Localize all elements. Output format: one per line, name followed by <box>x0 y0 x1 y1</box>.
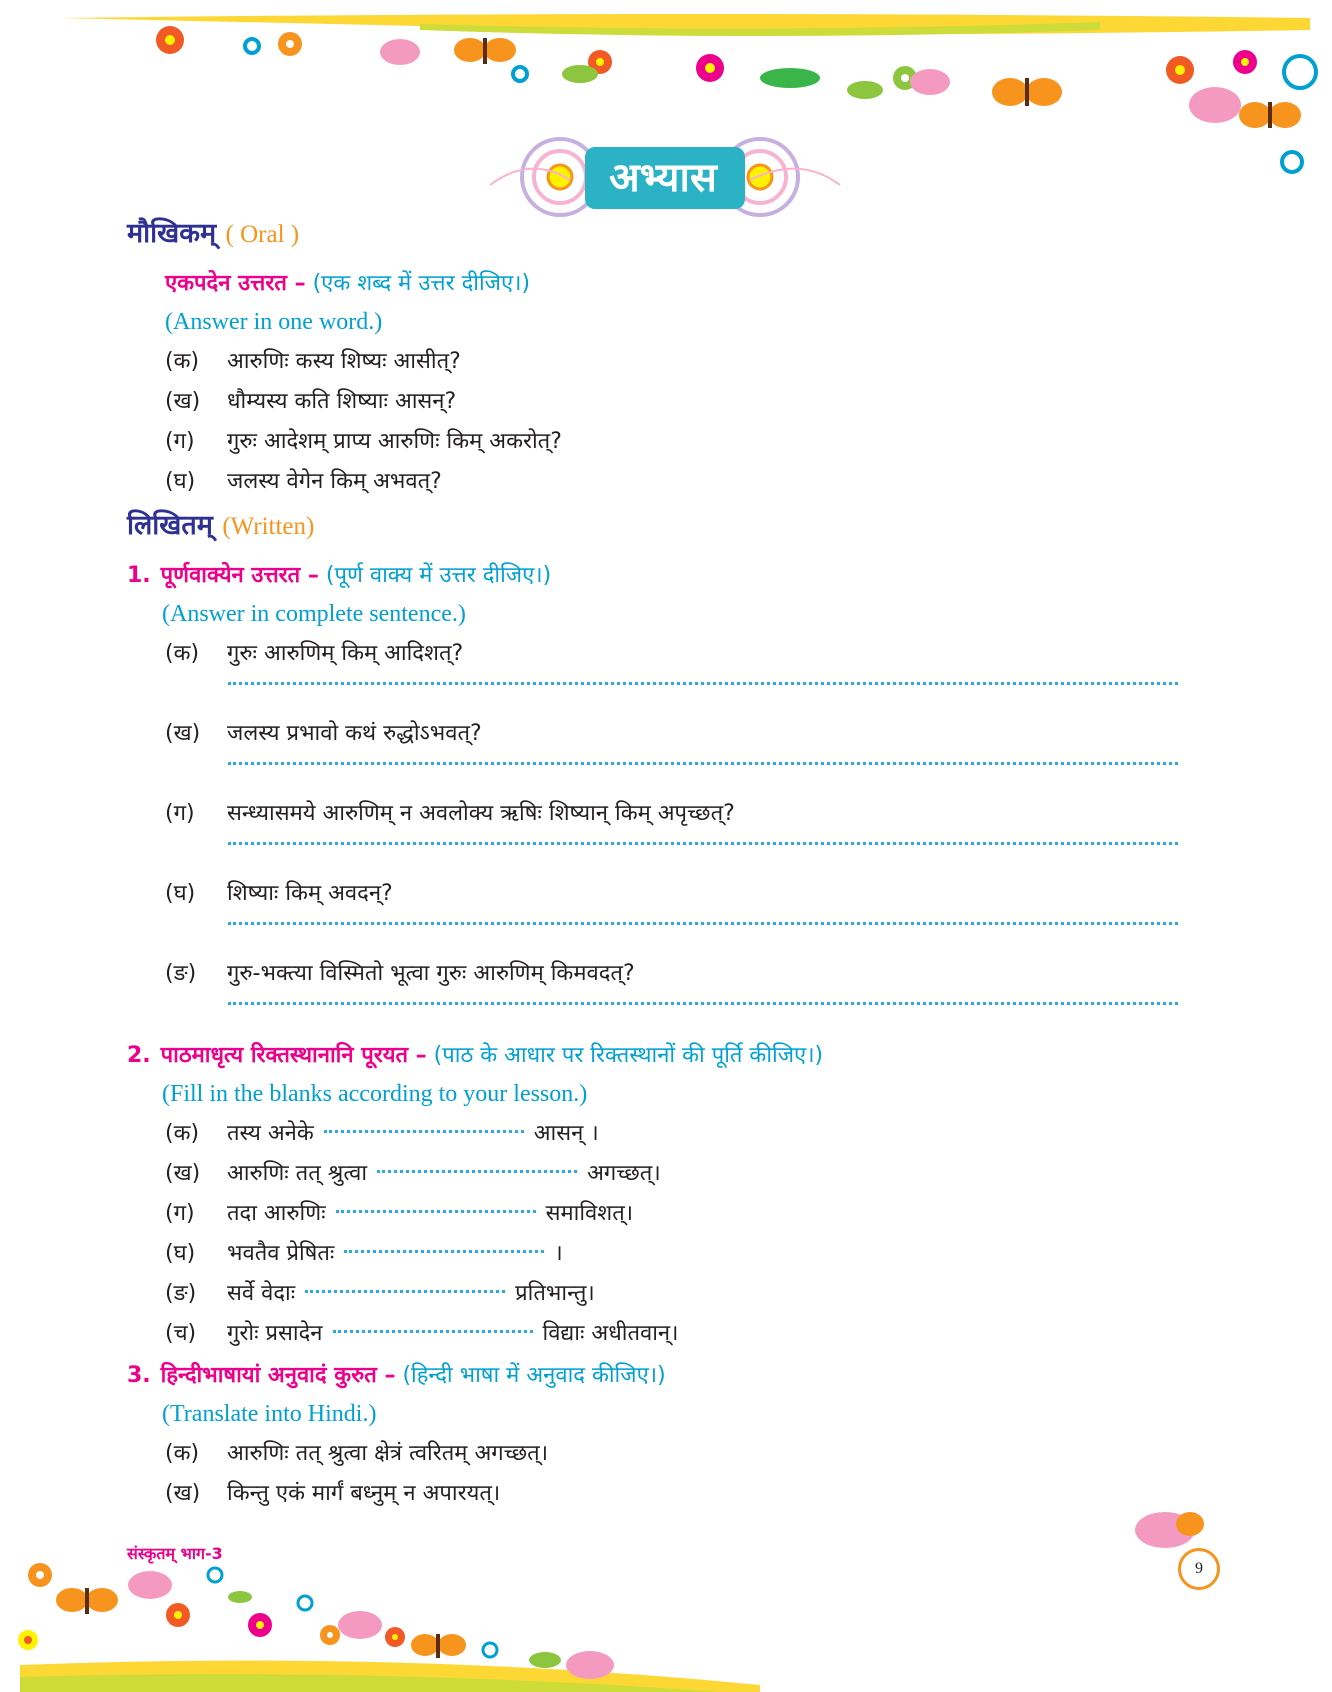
blank-after-text: विद्याः अधीतवान्। <box>542 1321 679 1346</box>
page-number: 9 <box>1178 1548 1220 1590</box>
butterfly-icon <box>56 1588 118 1614</box>
answer-line[interactable] <box>228 922 1178 925</box>
fill-blank-item <box>165 1278 595 1310</box>
question-label: (च) <box>165 1321 197 1346</box>
question-item <box>165 1438 548 1470</box>
answer-line[interactable] <box>228 762 1178 765</box>
q1-instruction-english: (Answer in complete sentence.) <box>162 601 466 627</box>
question-item <box>165 466 442 498</box>
question-text: गुरु-भक्त्या विस्मितो भूत्वा गुरुः आरुणिम् किमवदत्? <box>227 961 635 986</box>
book-title: संस्कृतम् भाग-3 <box>127 1544 223 1563</box>
bottom-floral-border <box>0 1555 1332 1692</box>
question-label: (क) <box>165 1441 200 1466</box>
question-text: शिष्याः किम् अवदन्? <box>227 881 393 906</box>
blank-field[interactable] <box>344 1250 544 1253</box>
q1-instruction <box>127 560 551 592</box>
question-text: सन्ध्यासमये आरुणिम् न अवलोक्य ऋषिः शिष्यान् किम् अपृच्छत्? <box>227 801 735 826</box>
blank-field[interactable] <box>333 1330 533 1333</box>
blank-before-text: तदा आरुणिः <box>227 1201 326 1226</box>
oral-heading <box>127 218 299 251</box>
fill-blank-item <box>165 1238 563 1270</box>
question-label: (ख) <box>165 1161 201 1186</box>
question-label: (क) <box>165 1121 200 1146</box>
blank-field[interactable] <box>305 1290 505 1293</box>
blank-after-text: आसन् । <box>533 1121 599 1146</box>
question-text: धौम्यस्य कति शिष्याः आसन्? <box>227 389 457 414</box>
q1-number: 1. <box>127 563 151 588</box>
instruction-hindi: (पूर्ण वाक्य में उत्तर दीजिए।) <box>325 563 552 588</box>
q2-number: 2. <box>127 1043 151 1068</box>
q3-instruction-english: (Translate into Hindi.) <box>162 1401 377 1427</box>
oral-instruction <box>165 268 530 300</box>
blank-field[interactable] <box>377 1170 577 1173</box>
blank-after-text: अगच्छत्। <box>587 1161 661 1186</box>
question-item <box>165 958 635 990</box>
question-item <box>165 1478 500 1510</box>
question-label: (क) <box>165 349 200 374</box>
q2-instruction-english: (Fill in the blanks according to your lesson.) <box>162 1081 588 1107</box>
question-label: (ग) <box>165 429 195 454</box>
blank-before-text: आरुणिः तत् श्रुत्वा <box>227 1161 368 1186</box>
question-item <box>165 426 562 458</box>
question-item <box>165 638 463 670</box>
question-label: (घ) <box>165 881 196 906</box>
instruction-sanskrit: एकपदेन उत्तरत – <box>165 271 306 296</box>
butterfly-icon <box>411 1634 466 1658</box>
answer-line[interactable] <box>228 842 1178 845</box>
blank-before-text: तस्य अनेके <box>227 1121 314 1146</box>
fill-blank-item <box>165 1198 633 1230</box>
question-label: (ख) <box>165 1481 201 1506</box>
question-text: किन्तु एकं मार्गं बध्नुम् न अपारयत्। <box>227 1481 501 1506</box>
butterfly-icon <box>992 78 1062 106</box>
blank-after-text: । <box>554 1241 563 1266</box>
instruction-sanskrit: हिन्दीभाषायां अनुवादं कुरुत – <box>160 1363 396 1388</box>
written-heading-english: (Written) <box>222 513 315 540</box>
page-title: अभ्यास <box>609 155 717 201</box>
fill-blank-item <box>165 1158 661 1190</box>
q3-number: 3. <box>127 1363 151 1388</box>
answer-line[interactable] <box>228 682 1178 685</box>
oral-heading-sanskrit: मौखिकम् <box>127 218 217 249</box>
blank-before-text: भवतैव प्रेषितः <box>227 1241 335 1266</box>
question-text: जलस्य प्रभावो कथं रुद्धोऽभवत्? <box>227 721 482 746</box>
question-item <box>165 878 393 910</box>
question-text: आरुणिः कस्य शिष्यः आसीत्? <box>227 349 461 374</box>
question-label: (घ) <box>165 469 196 494</box>
written-heading-sanskrit: लिखितम् <box>127 510 213 541</box>
question-item <box>165 798 735 830</box>
instruction-hindi: (पाठ के आधार पर रिक्तस्थानों की पूर्ति कीजिए।) <box>433 1043 824 1068</box>
question-label: (घ) <box>165 1241 196 1266</box>
question-item <box>165 718 482 750</box>
q2-instruction <box>127 1040 823 1072</box>
blank-after-text: प्रतिभान्तु। <box>515 1281 595 1306</box>
question-text: आरुणिः तत् श्रुत्वा क्षेत्रं त्वरितम् अगच्छत्। <box>227 1441 549 1466</box>
oral-instruction-english: (Answer in one word.) <box>165 309 383 335</box>
instruction-hindi: (एक शब्द में उत्तर दीजिए।) <box>312 271 531 296</box>
instruction-sanskrit: पूर्णवाक्येन उत्तरत – <box>160 563 319 588</box>
question-text: जलस्य वेगेन किम् अभवत्? <box>227 469 442 494</box>
blank-before-text: सर्वे वेदाः <box>227 1281 296 1306</box>
question-text: गुरुः आदेशम् प्राप्य आरुणिः किम् अकरोत्? <box>227 429 562 454</box>
question-label: (ङ) <box>165 961 197 986</box>
blank-field[interactable] <box>324 1130 524 1133</box>
written-heading <box>127 510 314 543</box>
fill-blank-item <box>165 1318 678 1350</box>
oral-heading-english: ( Oral ) <box>225 221 300 248</box>
butterfly-icon <box>454 38 516 64</box>
question-label: (ख) <box>165 389 201 414</box>
question-item <box>165 386 456 418</box>
question-text: गुरुः आरुणिम् किम् आदिशत्? <box>227 641 464 666</box>
question-item <box>165 346 461 378</box>
question-label: (ग) <box>165 801 195 826</box>
butterfly-icon <box>1239 102 1301 128</box>
fill-blank-item <box>165 1118 599 1150</box>
answer-line[interactable] <box>228 1002 1178 1005</box>
blank-field[interactable] <box>336 1210 536 1213</box>
question-label: (क) <box>165 641 200 666</box>
question-label: (ख) <box>165 721 201 746</box>
question-label: (ग) <box>165 1201 195 1226</box>
blank-after-text: समाविशत्। <box>545 1201 634 1226</box>
q3-instruction <box>127 1360 666 1392</box>
instruction-sanskrit: पाठमाधृत्य रिक्तस्थानानि पूरयत – <box>160 1043 427 1068</box>
instruction-hindi: (हिन्दी भाषा में अनुवाद कीजिए।) <box>402 1363 666 1388</box>
blank-before-text: गुरोः प्रसादेन <box>227 1321 323 1346</box>
question-label: (ङ) <box>165 1281 197 1306</box>
